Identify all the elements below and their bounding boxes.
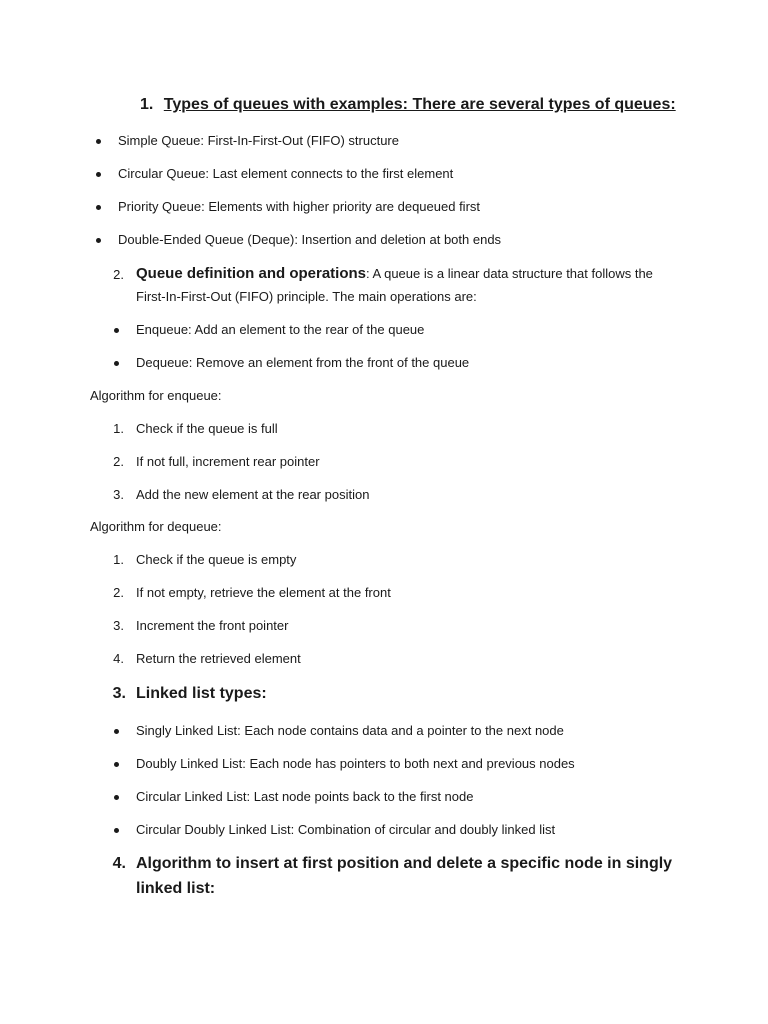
section-2-intro-line-2: First-In-First-Out (FIFO) principle. The main operations are:	[136, 289, 477, 304]
section-2-number: 2.	[113, 267, 124, 282]
bullet-icon	[96, 172, 101, 177]
bullet-icon	[114, 795, 119, 800]
bullet-icon	[114, 328, 119, 333]
section-4-title-line-2: linked list:	[136, 880, 216, 897]
step-number: 3.	[113, 618, 124, 633]
step-number: 1.	[113, 421, 124, 436]
section-2-intro	[136, 265, 653, 283]
list-item: Simple Queue: First-In-First-Out (FIFO) structure	[118, 133, 399, 148]
bullet-icon	[96, 238, 101, 243]
step-text: Add the new element at the rear position	[136, 487, 370, 502]
enqueue-heading: Algorithm for enqueue:	[90, 388, 222, 403]
section-2-intro-line-1: : A queue is a linear data structure that follows the	[366, 266, 653, 281]
list-item: Enqueue: Add an element to the rear of the queue	[136, 322, 425, 337]
section-3-number: 3.	[112, 685, 126, 702]
step-text: Increment the front pointer	[136, 618, 289, 633]
section-4-number: 4.	[112, 855, 126, 872]
list-item: Circular Doubly Linked List: Combination of circular and doubly linked list	[136, 822, 556, 837]
step-text: If not empty, retrieve the element at the front	[136, 585, 391, 600]
step-text: Return the retrieved element	[136, 651, 301, 666]
bullet-icon	[114, 762, 119, 767]
list-item: Priority Queue: Elements with higher priority are dequeued first	[118, 199, 481, 214]
list-item: Doubly Linked List: Each node has pointers to both next and previous nodes	[136, 756, 575, 771]
list-item: Circular Linked List: Last node points back to the first node	[136, 789, 474, 804]
list-item: Singly Linked List: Each node contains data and a pointer to the next node	[136, 723, 564, 738]
step-number: 2.	[113, 585, 124, 600]
bullet-icon	[114, 361, 119, 366]
section-2-title: Queue definition and operations	[136, 265, 367, 282]
bullet-icon	[96, 139, 101, 144]
section-1-title: Types of queues with examples: There are several types of queues:	[163, 96, 676, 113]
section-1-number: 1.	[140, 96, 154, 113]
section-4-title-line-1: Algorithm to insert at first position and delete a specific node in singly	[136, 855, 673, 872]
step-number: 2.	[113, 454, 124, 469]
step-text: Check if the queue is full	[136, 421, 278, 436]
step-number: 4.	[113, 651, 124, 666]
bullet-icon	[114, 729, 119, 734]
step-text: Check if the queue is empty	[136, 552, 297, 567]
dequeue-heading: Algorithm for dequeue:	[90, 519, 222, 534]
step-text: If not full, increment rear pointer	[136, 454, 320, 469]
bullet-icon	[114, 828, 119, 833]
list-item: Circular Queue: Last element connects to the first element	[118, 166, 454, 181]
bullet-icon	[96, 205, 101, 210]
step-number: 1.	[113, 552, 124, 567]
list-item: Dequeue: Remove an element from the front of the queue	[136, 355, 470, 370]
section-1-heading	[140, 95, 676, 115]
step-number: 3.	[113, 487, 124, 502]
list-item: Double-Ended Queue (Deque): Insertion and deletion at both ends	[118, 232, 502, 247]
section-3-title: Linked list types:	[136, 685, 267, 702]
